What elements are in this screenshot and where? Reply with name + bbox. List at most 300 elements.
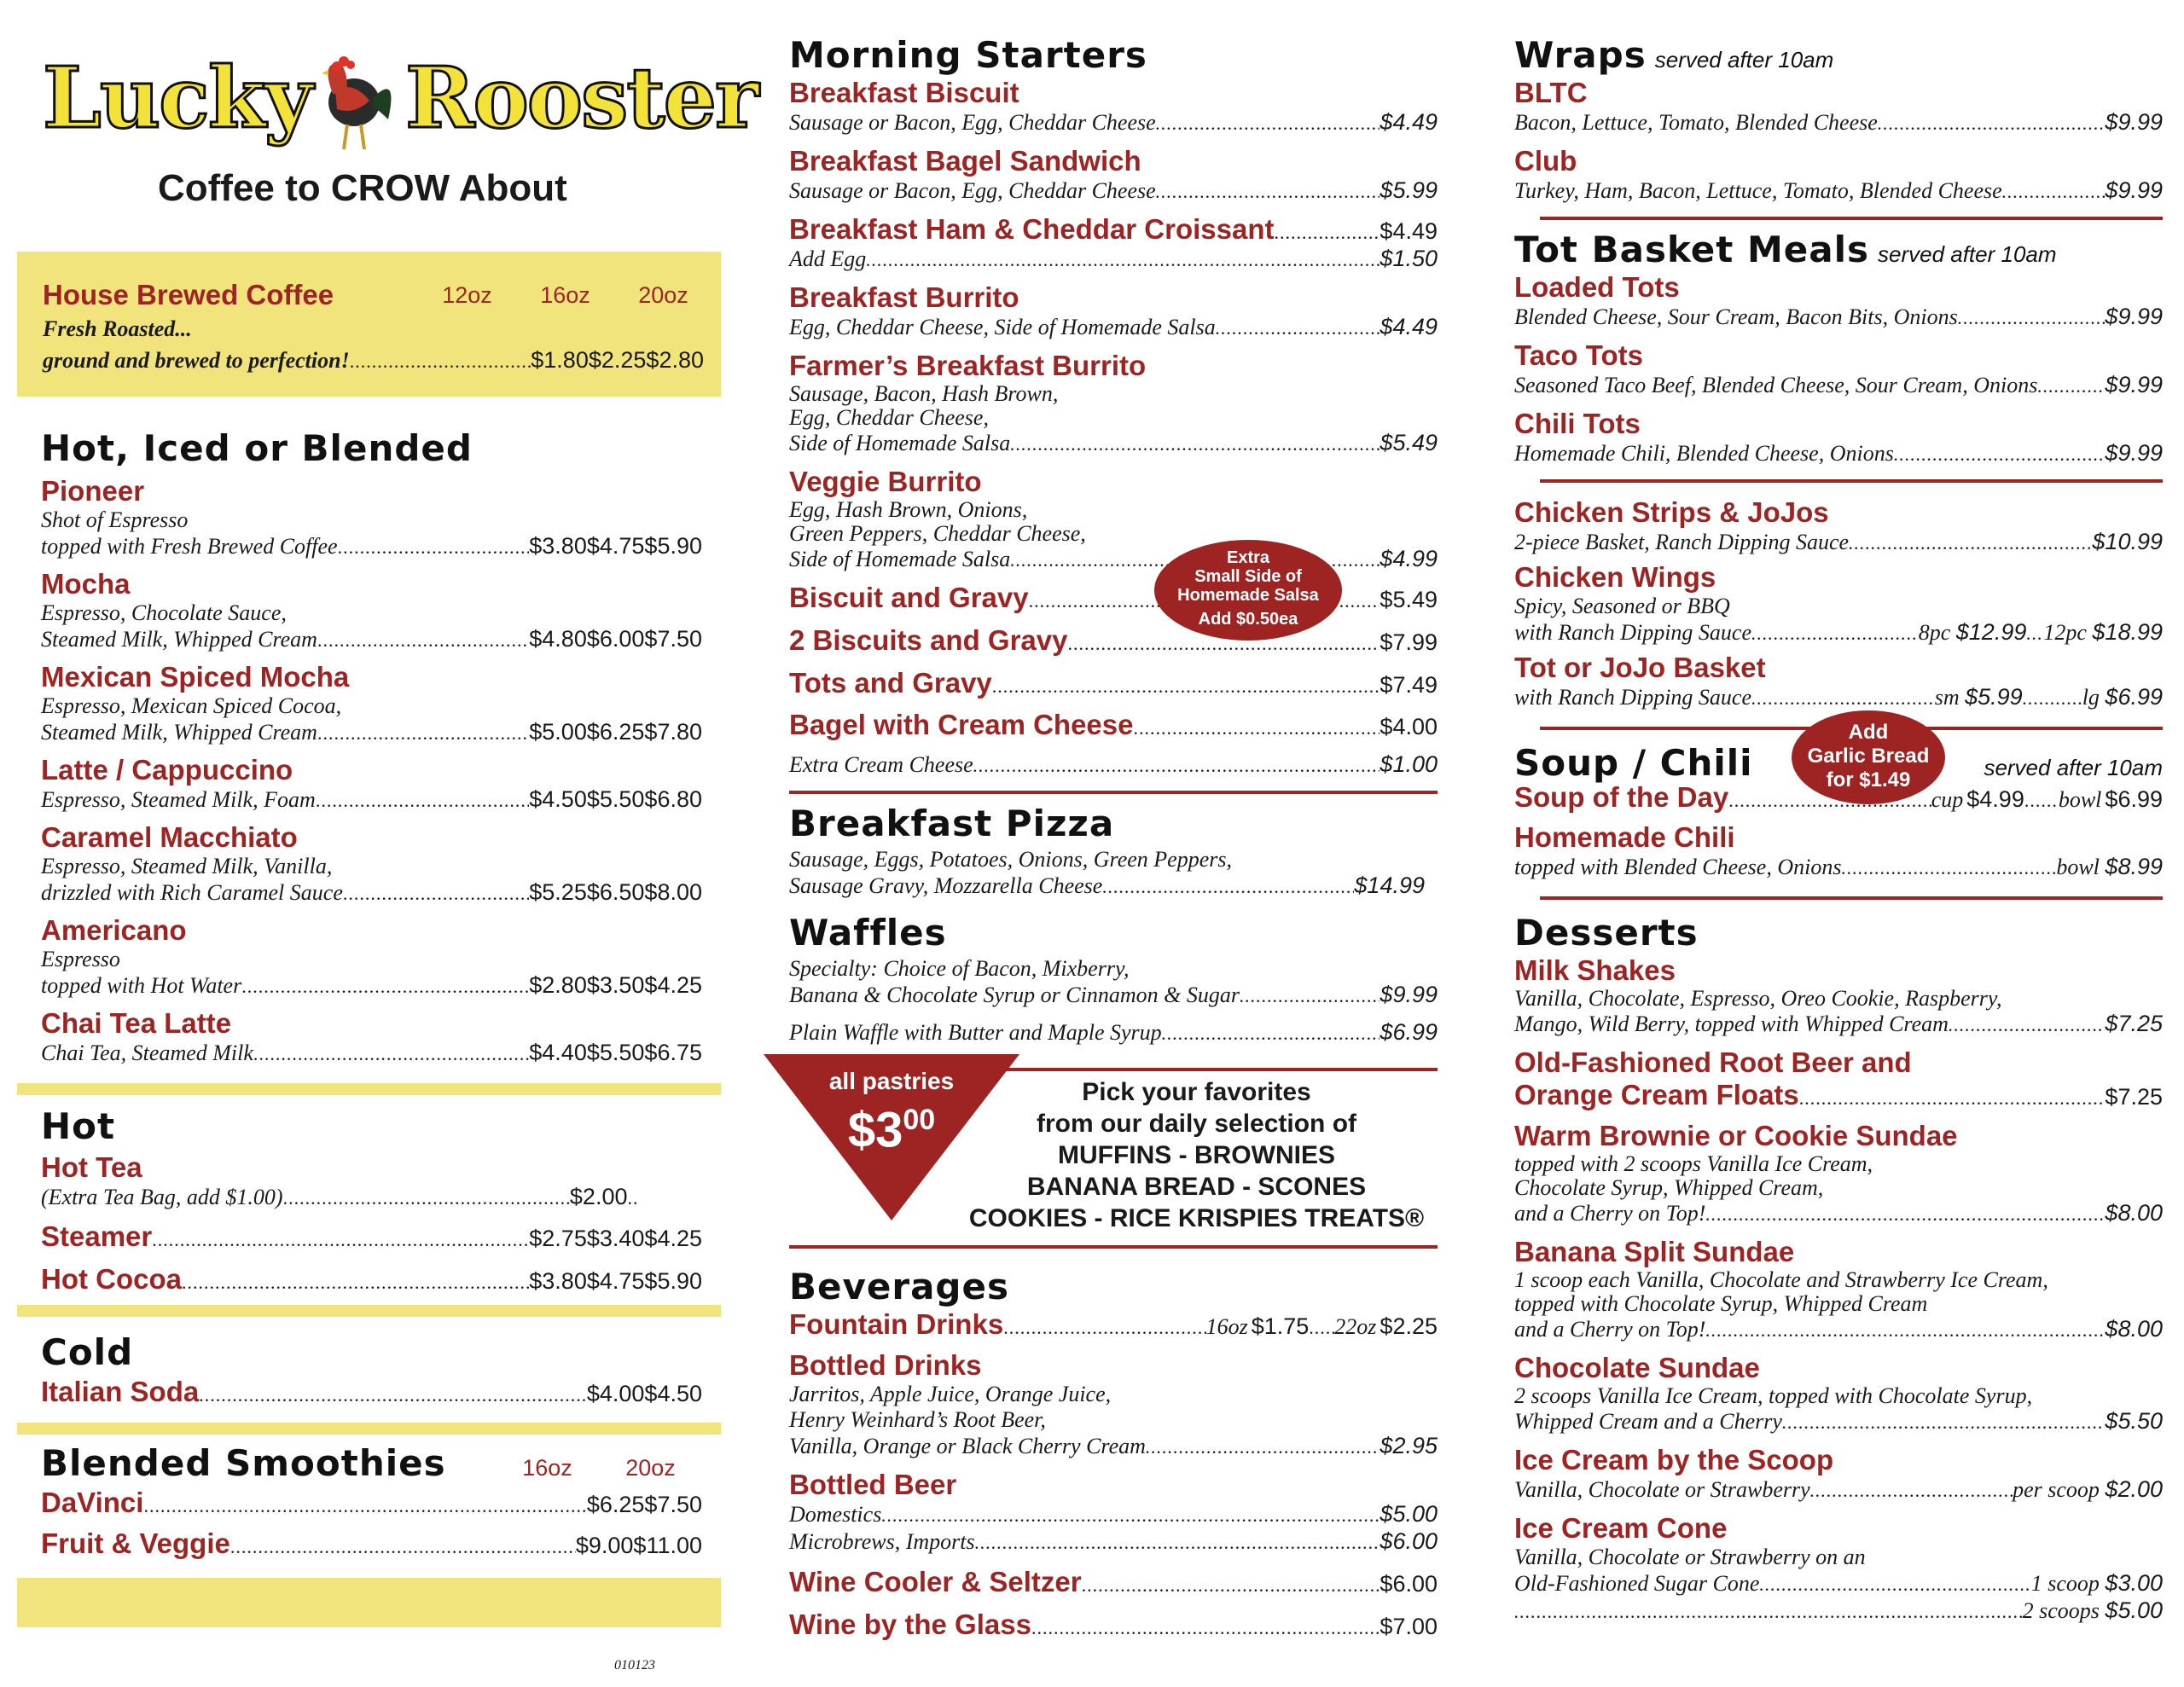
item-desc: Chai Tea, Steamed Milk — [41, 1040, 253, 1065]
price: $9.00 — [575, 1532, 634, 1558]
hot-tea-name: Hot Tea — [41, 1151, 142, 1183]
leader-dots — [317, 629, 529, 652]
price: $6.99 — [1380, 1019, 1438, 1046]
item-name: Taco Tots — [1514, 339, 1643, 371]
pastry-list — [960, 1076, 1433, 1234]
menu-item — [1514, 1120, 2163, 1227]
item-line — [1514, 304, 2163, 331]
menu-item — [1514, 271, 2163, 331]
size-label: lg — [2082, 684, 2100, 710]
item-desc: Steamed Milk, Whipped Cream — [41, 719, 317, 745]
price: $4.25 — [644, 1225, 702, 1251]
price: $7.80 — [644, 718, 702, 745]
item-name: Banana Split Sundae — [1514, 1236, 1795, 1268]
item-desc: drizzled with Rich Caramel Sauce — [41, 879, 343, 905]
leader-dots — [343, 883, 529, 905]
divider-band — [17, 1423, 721, 1435]
section-title: Hot, Iced or Blended — [41, 427, 473, 469]
leader-dots — [866, 247, 1380, 273]
price: $8.00 — [644, 878, 702, 905]
section-title: Blended Smoothies — [41, 1442, 446, 1484]
price: $9.99 — [1380, 982, 1438, 1008]
item-name: Soup of the Day — [1514, 780, 1729, 813]
item-desc: Green Peppers, Cheddar Cheese, — [789, 520, 1086, 546]
waffle-row — [789, 982, 1438, 1009]
price: $4.49 — [1380, 313, 1438, 339]
badge-line: Add — [1848, 721, 1889, 744]
price: $5.50 — [2105, 1408, 2163, 1434]
menu-item — [41, 1528, 702, 1560]
item-desc: and a Cherry on Top! — [1514, 1317, 1706, 1342]
menu-item — [41, 972, 702, 999]
price: $4.80 — [529, 625, 587, 652]
menu-item-header — [789, 213, 1438, 246]
leader-dots — [1216, 316, 1380, 341]
waffle-row — [789, 1019, 1438, 1046]
size-label: bowl — [2056, 855, 2100, 880]
item-name: Steamer — [41, 1220, 153, 1252]
item-name: Americano — [41, 913, 187, 946]
item-desc: topped with Fresh Brewed Coffee — [41, 533, 338, 559]
price: $4.99 — [1380, 545, 1438, 571]
item-name: Homemade Chili — [1514, 821, 1735, 854]
price: $9.99 — [2105, 371, 2163, 397]
price: $1.50 — [1380, 245, 1438, 271]
section-wraps — [1514, 34, 2163, 1625]
item-desc: Domestics — [789, 1501, 882, 1527]
pastry-label: all pastries — [828, 1068, 955, 1094]
item-desc: Shot of Espresso — [41, 507, 189, 532]
item-desc: Old-Fashioned Sugar Cone — [1514, 1570, 1760, 1596]
leader-dots — [1705, 1318, 2105, 1343]
item-name: Warm Brownie or Cookie Sundae — [1514, 1120, 1958, 1152]
pastry-line: MUFFINS - BROWNIES — [1058, 1141, 1335, 1169]
price: $3.40 — [586, 1225, 645, 1251]
house-coffee-box — [17, 252, 721, 397]
leader-dots — [230, 1536, 576, 1558]
item-desc: Seasoned Taco Beef, Blended Cheese, Sour Cream, Onions — [1514, 372, 2038, 397]
section-hot — [41, 1105, 702, 1296]
item-desc: 1 scoop each Vanilla, Chocolate and Strawberry Ice Cream, — [1514, 1267, 2048, 1293]
section-cold — [41, 1331, 702, 1408]
menu-item — [789, 145, 1438, 205]
price: $5.99 — [1380, 177, 1438, 203]
item-name: Hot Cocoa — [41, 1262, 182, 1295]
menu-item — [789, 1566, 1438, 1598]
item-desc: topped with Hot Water — [41, 972, 242, 998]
menu-item — [41, 1007, 702, 1066]
size-12oz: 12oz — [442, 282, 492, 308]
leader-dots — [317, 722, 529, 745]
leader-dots — [143, 1495, 586, 1517]
section-title: Beverages — [789, 1266, 1009, 1307]
logo-text-rooster: Rooster — [405, 49, 758, 148]
item-line — [1514, 1476, 2163, 1504]
item-line — [789, 430, 1438, 457]
item-name: Veggie Burrito — [789, 465, 982, 497]
section-hot-iced — [41, 427, 702, 1075]
price: $4.00 — [586, 1381, 645, 1406]
price: $4.75 — [586, 532, 645, 559]
rooster-icon — [303, 43, 405, 154]
item-name: Chocolate Sundae — [1514, 1352, 1760, 1384]
item-name: Breakfast Bagel Sandwich — [789, 144, 1141, 177]
size-label: 22oz — [1334, 1314, 1377, 1339]
item-desc: Microbrews, Imports — [789, 1528, 975, 1554]
price: $2.95 — [1380, 1432, 1438, 1458]
item-desc: Homemade Chili, Blended Cheese, Onions — [1514, 440, 1894, 466]
menu-item — [1514, 77, 2163, 136]
price: $5.00 — [529, 718, 587, 745]
price: $2.75 — [529, 1225, 587, 1251]
price: $14.99 — [1354, 872, 1425, 899]
leader-dots — [2002, 179, 2106, 205]
item-desc: Egg, Hash Brown, Onions, — [789, 496, 1028, 522]
house-coffee-name: House Brewed Coffee — [43, 279, 334, 310]
item-line — [789, 177, 1438, 205]
waffle-desc: Banana & Chocolate Syrup or Cinnamon & Sugar — [789, 983, 1240, 1008]
item-name: Bottled Drinks — [789, 1348, 982, 1381]
item-desc: Espresso, Mexican Spiced Cocoa, — [41, 693, 342, 718]
price-12oz: $1.80 — [531, 347, 589, 373]
item-name: Fountain Drinks — [789, 1308, 1004, 1340]
badge-line: Garlic Bread — [1807, 745, 1930, 768]
item-line — [1514, 1316, 2163, 1343]
price: $9.99 — [2105, 177, 2163, 203]
price: $3.80 — [529, 532, 587, 559]
size-label: 16oz — [1205, 1314, 1248, 1339]
logo-text-lucky: Lucky — [43, 49, 311, 148]
item-name: Pioneer — [41, 475, 145, 507]
price: $7.99 — [1380, 629, 1438, 655]
item-name: Bagel with Cream Cheese — [789, 709, 1134, 741]
leader-dots — [1878, 111, 2106, 136]
item-line — [1514, 177, 2163, 205]
price: $5.00 — [2105, 1597, 2163, 1623]
leader-dots — [182, 1272, 529, 1294]
menu-item — [789, 281, 1438, 341]
price: $7.25 — [2105, 1011, 2163, 1037]
section-title: Morning Starters — [789, 34, 1147, 76]
item-name: Chicken Wings — [1514, 560, 1716, 593]
price: $6.99 — [2105, 786, 2163, 812]
hot-tea-price: $2.00 — [569, 1183, 628, 1209]
menu-item — [41, 754, 702, 813]
leader-dots — [1156, 179, 1380, 205]
item-desc: Sausage, Bacon, Hash Brown, — [789, 380, 1059, 406]
item-desc: Sausage or Bacon, Egg, Cheddar Cheese — [789, 109, 1156, 135]
garlic-bread-badge — [1792, 710, 1945, 804]
price: $4.50 — [644, 1381, 702, 1406]
price: $6.25 — [586, 718, 645, 745]
badge-line: Add $0.50ea — [1198, 610, 1298, 629]
pizza-desc: Sausage Gravy, Mozzarella Cheese — [789, 873, 1103, 899]
price: $7.50 — [644, 625, 702, 652]
price: $6.00 — [1380, 1570, 1438, 1597]
waffles-title: Waffles — [789, 912, 947, 954]
item-desc: Add Egg — [789, 246, 867, 271]
menu-item — [41, 568, 702, 652]
price: $9.99 — [2105, 108, 2163, 135]
size-label: 1 scoop — [2030, 1570, 2100, 1596]
price: $12.99 — [1955, 618, 2027, 645]
price: $4.25 — [644, 971, 702, 998]
section-title: Hot — [41, 1105, 116, 1147]
item-line — [1514, 1079, 2163, 1111]
menu-item — [41, 719, 702, 745]
leader-dots — [316, 790, 529, 812]
item-name: 2 Biscuits and Gravy — [789, 623, 1068, 656]
size-label: per scoop — [2013, 1476, 2100, 1502]
price: $4.00 — [1380, 714, 1438, 740]
pizza-price-row — [789, 872, 1425, 900]
price: $5.90 — [644, 532, 702, 559]
item-desc: Egg, Cheddar Cheese, — [789, 404, 989, 430]
price: $6.25 — [586, 1492, 645, 1517]
hot-tea-desc: (Extra Tea Bag, add $1.00) — [41, 1184, 283, 1209]
section-beverages — [789, 1266, 1438, 1641]
item-desc: Espresso, Steamed Milk, Foam — [41, 786, 316, 812]
price: $18.99 — [2092, 618, 2163, 645]
price: $6.00 — [1380, 1528, 1438, 1554]
item-name: Latte / Cappuccino — [41, 753, 293, 786]
leader-dots — [1810, 1478, 2013, 1504]
price: $10.99 — [2092, 528, 2163, 554]
leader-dots — [241, 976, 529, 998]
item-desc: topped with Chocolate Syrup, Whipped Cream — [1514, 1291, 1928, 1317]
leader-dots — [1894, 442, 2106, 467]
item-line — [1514, 372, 2163, 399]
price: $11.00 — [633, 1532, 702, 1558]
item-name: Caramel Macchiato — [41, 820, 298, 853]
price: $5.50 — [586, 1039, 645, 1065]
item-desc: Extra Cream Cheese — [789, 752, 973, 778]
item-name: Ice Cream Cone — [1514, 1511, 1728, 1544]
price: $5.49 — [1380, 586, 1438, 612]
item-name: Wine Cooler & Seltzer — [789, 1565, 1082, 1597]
house-price-row — [43, 347, 704, 374]
item-desc: Vanilla, Chocolate or Strawberry on an — [1514, 1544, 1866, 1569]
footer-band — [17, 1578, 721, 1627]
item-name: Orange Cream Floats — [1514, 1079, 1799, 1111]
menu-item — [1514, 619, 2163, 646]
item-desc: topped with Blended Cheese, Onions — [1514, 855, 1842, 880]
price: $7.00 — [1380, 1613, 1438, 1639]
item-desc: Espresso, Steamed Milk, Vanilla, — [41, 853, 333, 878]
leader-dots — [253, 1043, 529, 1065]
pastry-cents: 00 — [903, 1104, 936, 1136]
menu-item — [1514, 854, 2163, 881]
item-desc: Side of Homemade Salsa — [789, 546, 1011, 571]
menu-item — [1514, 1444, 2163, 1504]
extra-cream-cheese — [789, 751, 1438, 779]
leader-dots — [1949, 1012, 2106, 1038]
tagline: Coffee to CROW About — [158, 167, 567, 209]
item-desc: Side of Homemade Salsa — [789, 430, 1011, 455]
menu-item — [789, 1308, 1438, 1341]
item-name: Chili Tots — [1514, 407, 1641, 439]
item-name: Italian Soda — [41, 1376, 200, 1407]
menu-item — [1514, 1570, 2163, 1597]
menu-item — [41, 821, 702, 906]
price: $4.99 — [1966, 786, 2024, 812]
size-16oz: 16oz — [540, 282, 590, 308]
leader-dots — [152, 1229, 529, 1251]
item-desc: with Ranch Dipping Sauce — [1514, 684, 1752, 710]
item-name: Mexican Spiced Mocha — [41, 660, 350, 693]
item-line — [789, 314, 1438, 341]
menu-item — [1514, 529, 2163, 556]
item-name: Tots and Gravy — [789, 666, 992, 699]
item-line — [1514, 1011, 2163, 1038]
menu-item — [41, 533, 702, 559]
item-name: Tot or JoJo Basket — [1514, 651, 1766, 683]
leader-dots — [1782, 1410, 2106, 1435]
item-desc: Vanilla, Chocolate, Espresso, Oreo Cookie, Raspberry, — [1514, 986, 2002, 1012]
menu-item — [1514, 954, 2163, 1038]
menu-item — [1514, 684, 2163, 711]
price: $1.00 — [1380, 751, 1438, 778]
price: $3.80 — [529, 1267, 587, 1294]
pastry-dollars: $3 — [847, 1102, 903, 1158]
item-name: Old-Fashioned Root Beer and — [1514, 1046, 1912, 1079]
size-label: cup — [1931, 786, 1964, 812]
menu-item — [41, 626, 702, 652]
item-line — [1514, 1408, 2163, 1435]
price: $6.80 — [644, 786, 702, 812]
section-title: Cold — [41, 1331, 134, 1373]
size-label: bowl — [2058, 786, 2102, 812]
item-desc: Mango, Wild Berry, topped with Whipped Cream — [1514, 1012, 1949, 1037]
item-name: Wine by the Glass — [789, 1608, 1031, 1640]
size-16oz: 16oz — [522, 1455, 572, 1481]
item-desc: Vanilla, Chocolate or Strawberry — [1514, 1476, 1810, 1502]
divider-band — [17, 1083, 721, 1095]
price: $4.40 — [529, 1039, 587, 1065]
item-name: Biscuit and Gravy — [789, 581, 1029, 613]
hot-tea-row — [41, 1184, 638, 1210]
menu-item — [1514, 339, 2163, 399]
leader-dots — [1958, 305, 2106, 331]
section-note: served after 10am — [1654, 47, 1834, 72]
leader-dots — [1010, 432, 1380, 457]
price: $2.80 — [529, 971, 587, 998]
price: $7.49 — [1380, 671, 1438, 698]
price: $6.50 — [586, 878, 645, 905]
pastry-line: from our daily selection of — [1036, 1110, 1357, 1138]
menu-item — [789, 77, 1438, 136]
item-desc: and a Cherry on Top! — [1514, 1201, 1706, 1226]
item-desc: topped with 2 scoops Vanilla Ice Cream, — [1514, 1151, 1873, 1177]
menu-item — [789, 213, 1438, 273]
item-desc: Bacon, Lettuce, Tomato, Blended Cheese — [1514, 109, 1878, 135]
menu-item — [789, 1528, 1438, 1556]
section-note: served after 10am — [1984, 754, 2163, 780]
item-desc: with Ranch Dipping Sauce — [1514, 619, 1752, 645]
item-desc: Chocolate Syrup, Whipped Cream, — [1514, 1175, 1824, 1201]
menu-item — [1514, 408, 2163, 467]
item-line — [789, 109, 1438, 136]
menu-item — [41, 1220, 702, 1253]
menu-item — [41, 475, 702, 559]
item-desc: Vanilla, Orange or Black Cherry Cream — [789, 1433, 1146, 1458]
item-name: Mocha — [41, 567, 131, 600]
price: $5.50 — [586, 786, 645, 812]
salsa-badge — [1154, 540, 1342, 641]
item-name: Loaded Tots — [1514, 270, 1680, 303]
badge-line: Small Side of — [1194, 567, 1302, 586]
menu-item — [1514, 1597, 2163, 1625]
section-title: Soup / Chili — [1514, 741, 1753, 784]
price: $2.00 — [2105, 1475, 2163, 1502]
price: $8.00 — [2105, 1316, 2163, 1342]
item-name: Breakfast Ham & Cheddar Croissant — [789, 212, 1275, 245]
item-name: Ice Cream by the Scoop — [1514, 1444, 1834, 1475]
size-label: 2 scoops — [2022, 1597, 2100, 1623]
price: $6.99 — [2105, 683, 2163, 710]
item-name: Breakfast Burrito — [789, 281, 1019, 313]
price: $5.25 — [529, 878, 587, 905]
price: $6.75 — [644, 1039, 702, 1065]
price: $4.75 — [586, 1267, 645, 1294]
house-desc1: Fresh Roasted... — [43, 316, 192, 341]
menu-item — [789, 1433, 1438, 1460]
logo — [43, 43, 758, 154]
price: $6.00 — [586, 625, 645, 652]
section-note: served after 10am — [1877, 241, 2057, 267]
item-name: Chicken Strips & JoJos — [1514, 496, 1829, 528]
price-20oz: $2.80 — [646, 347, 704, 373]
price: $8.99 — [2105, 854, 2163, 880]
waffle-desc: Plain Waffle with Butter and Maple Syrup — [789, 1020, 1162, 1046]
item-name: Breakfast Biscuit — [789, 77, 1019, 108]
pizza-title: Breakfast Pizza — [789, 803, 1115, 845]
menu-item — [1514, 145, 2163, 205]
price: $5.99 — [1965, 683, 2023, 710]
menu-item — [789, 709, 1438, 741]
menu-item — [41, 1376, 702, 1408]
menu-item — [1514, 1236, 2163, 1343]
menu-item — [789, 350, 1438, 457]
price: $4.49 — [1380, 108, 1438, 135]
section-title: Tot Basket Meals — [1514, 228, 1869, 270]
price: $5.49 — [1380, 429, 1438, 455]
price: $4.50 — [529, 786, 587, 812]
pastry-line: BANANA BREAD - SCONES — [1026, 1173, 1367, 1201]
size-label: sm — [1934, 684, 1960, 710]
section-smoothies — [41, 1442, 702, 1568]
leader-dots — [338, 536, 530, 559]
size-20oz: 20oz — [638, 282, 688, 308]
item-desc: Henry Weinhard’s Root Beer, — [789, 1406, 1046, 1432]
section-title: Desserts — [1514, 912, 1699, 954]
item-desc: 2-piece Basket, Ranch Dipping Sauce — [1514, 529, 1850, 554]
item-name: Chai Tea Latte — [41, 1006, 232, 1039]
print-code: 010123 — [614, 1658, 655, 1673]
menu-item — [789, 1501, 1438, 1528]
item-name: Fruit & Veggie — [41, 1527, 230, 1559]
leader-dots — [1156, 111, 1380, 136]
price-16oz: $2.25 — [588, 347, 647, 373]
size-label: 12pc — [2043, 619, 2087, 645]
menu-item — [41, 661, 702, 745]
price: $5.00 — [1380, 1500, 1438, 1527]
size-headers — [418, 282, 712, 309]
item-desc: Jarritos, Apple Juice, Orange Juice, — [789, 1381, 1112, 1406]
price: $1.75 — [1251, 1313, 1310, 1339]
badge-line: Homemade Salsa — [1177, 586, 1319, 605]
menu-item — [789, 1609, 1438, 1641]
